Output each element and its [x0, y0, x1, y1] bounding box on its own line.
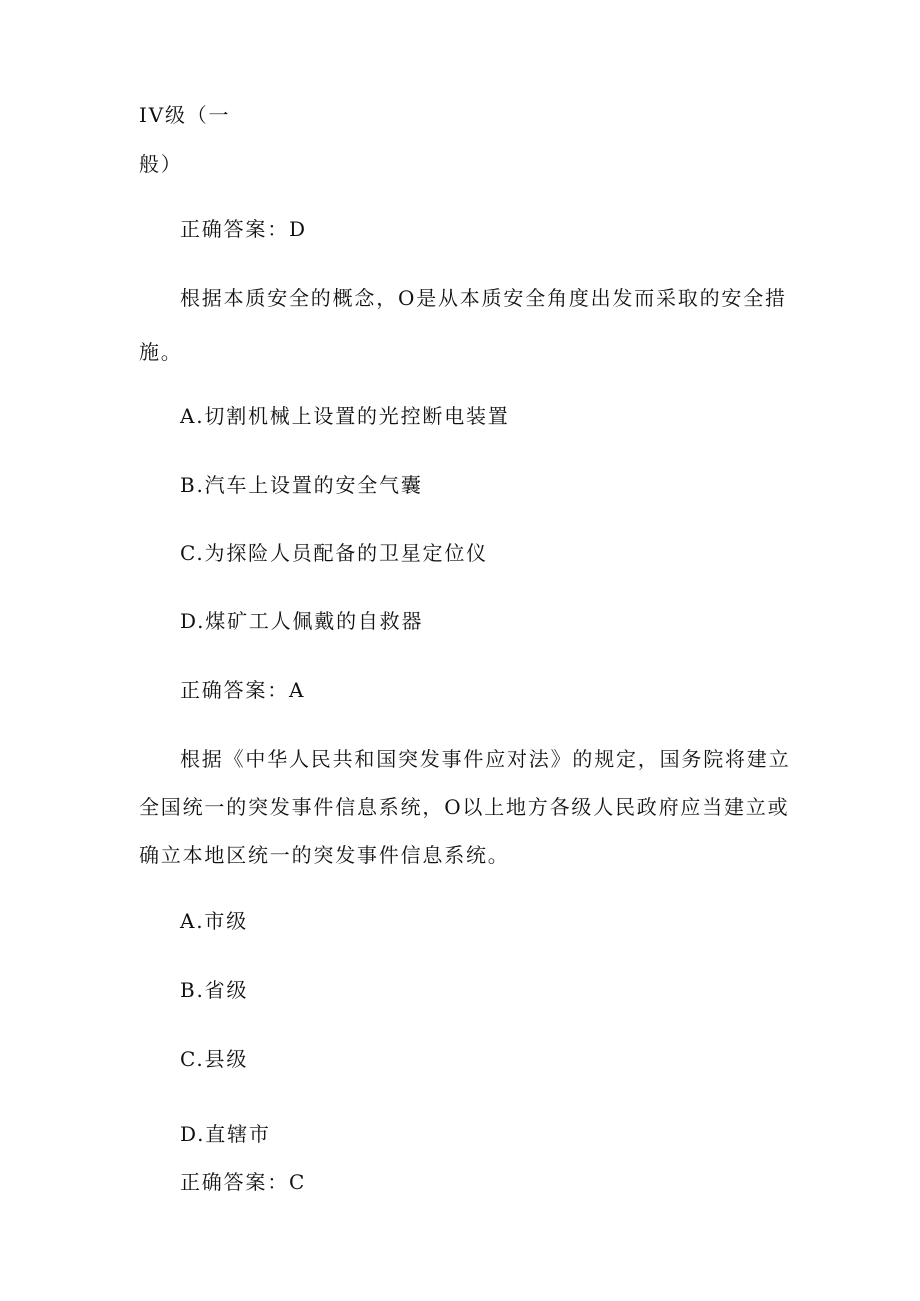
answer-line: 正确答案：A — [180, 678, 306, 702]
option-b: B.省级 — [180, 978, 249, 1002]
option-a: A.市级 — [180, 909, 249, 933]
option-a: A.切割机械上设置的光控断电装置 — [180, 404, 510, 428]
question-stem-line-3: 确立本地区统一的突发事件信息系统。 — [139, 843, 510, 867]
question-stem-line-2: 施。 — [139, 340, 183, 364]
option-d: D.煤矿工人佩戴的自救器 — [180, 609, 424, 633]
answer-line: 正确答案：D — [180, 217, 307, 241]
answer-line: 正确答案：C — [180, 1170, 307, 1194]
option-c: C.为探险人员配备的卫星定位仪 — [180, 541, 488, 565]
question-stem-line-1: 根据《中华人民共和国突发事件应对法》的规定，国务院将建立 — [180, 747, 791, 771]
previous-question-tail-line-1: IV级（一 — [139, 103, 231, 127]
option-c: C.县级 — [180, 1047, 249, 1071]
option-d: D.直辖市 — [180, 1122, 271, 1146]
previous-question-tail-line-2: 般） — [139, 152, 183, 176]
question-stem-line-1: 根据本质安全的概念，O是从本质安全角度出发而采取的安全措 — [180, 286, 787, 310]
option-b: B.汽车上设置的安全气囊 — [180, 473, 423, 497]
question-stem-line-2: 全国统一的突发事件信息系统，O以上地方各级人民政府应当建立或 — [139, 795, 790, 819]
